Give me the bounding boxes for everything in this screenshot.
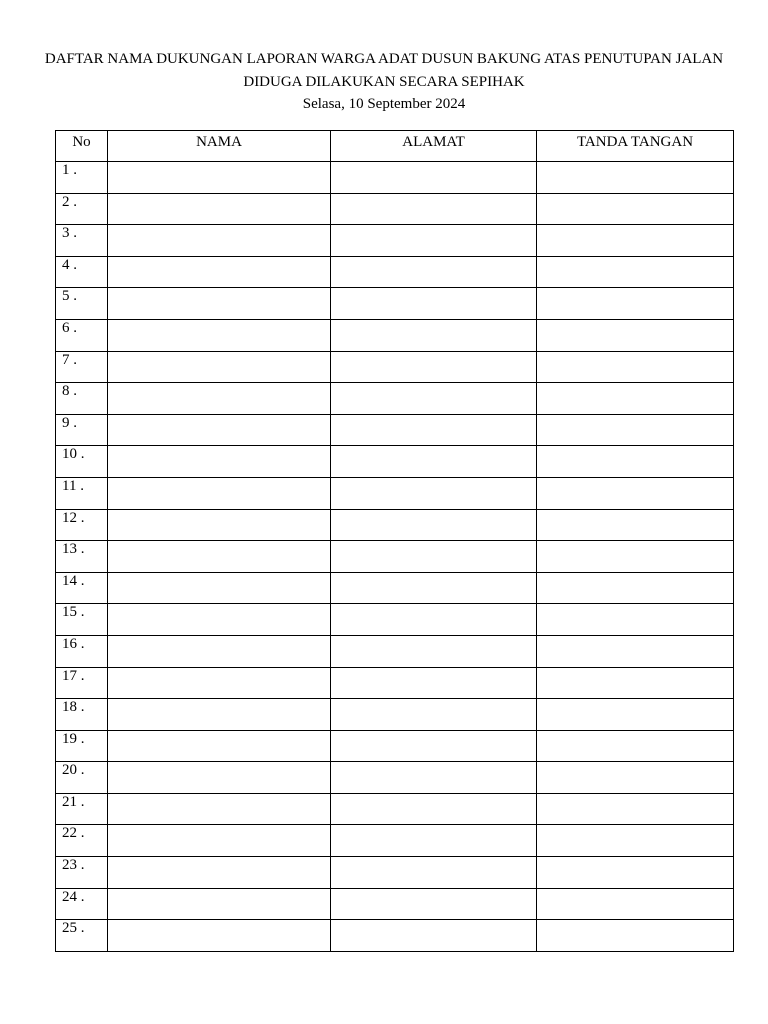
tanda-tangan-cell [537,414,734,446]
nama-cell [108,162,331,194]
document-header [0,48,768,116]
table-body [56,162,734,952]
tanda-tangan-cell [537,193,734,225]
tanda-tangan-cell [537,572,734,604]
row-number: 15 . [56,604,108,636]
signature-table [55,130,734,952]
nama-cell [108,193,331,225]
table-row [56,857,734,889]
nama-cell [108,920,331,952]
column-header-tanda-tangan: TANDA TANGAN [537,131,734,162]
tanda-tangan-cell [537,699,734,731]
nama-cell [108,604,331,636]
tanda-tangan-cell [537,477,734,509]
table-row [56,193,734,225]
table-row [56,509,734,541]
row-number: 11 . [56,477,108,509]
alamat-cell [331,446,537,478]
tanda-tangan-cell [537,604,734,636]
table-row [56,162,734,194]
nama-cell [108,351,331,383]
tanda-tangan-cell [537,920,734,952]
tanda-tangan-cell [537,383,734,415]
nama-cell [108,319,331,351]
nama-cell [108,825,331,857]
table-row [56,667,734,699]
nama-cell [108,572,331,604]
alamat-cell [331,351,537,383]
row-number: 19 . [56,730,108,762]
table-header-row [56,131,734,162]
alamat-cell [331,667,537,699]
alamat-cell [331,383,537,415]
nama-cell [108,667,331,699]
row-number: 5 . [56,288,108,320]
row-number: 23 . [56,857,108,889]
alamat-cell [331,762,537,794]
alamat-cell [331,699,537,731]
table-row [56,414,734,446]
nama-cell [108,225,331,257]
alamat-cell [331,414,537,446]
alamat-cell [331,730,537,762]
nama-cell [108,414,331,446]
table-row [56,256,734,288]
table-row [56,446,734,478]
nama-cell [108,857,331,889]
tanda-tangan-cell [537,256,734,288]
alamat-cell [331,162,537,194]
nama-cell [108,509,331,541]
tanda-tangan-cell [537,667,734,699]
table-row [56,477,734,509]
table-row [56,319,734,351]
nama-cell [108,888,331,920]
table-row [56,351,734,383]
row-number: 14 . [56,572,108,604]
alamat-cell [331,193,537,225]
row-number: 10 . [56,446,108,478]
row-number: 25 . [56,920,108,952]
tanda-tangan-cell [537,509,734,541]
tanda-tangan-cell [537,351,734,383]
row-number: 22 . [56,825,108,857]
document-title-line-1: DAFTAR NAMA DUKUNGAN LAPORAN WARGA ADAT DUSUN BAKUNG ATAS PENUTUPAN JALAN [44,51,724,67]
nama-cell [108,793,331,825]
row-number: 8 . [56,383,108,415]
alamat-cell [331,225,537,257]
alamat-cell [331,319,537,351]
nama-cell [108,383,331,415]
row-number: 6 . [56,319,108,351]
tanda-tangan-cell [537,288,734,320]
table-row [56,383,734,415]
alamat-cell [331,793,537,825]
alamat-cell [331,604,537,636]
row-number: 13 . [56,541,108,573]
alamat-cell [331,256,537,288]
row-number: 3 . [56,225,108,257]
alamat-cell [331,288,537,320]
column-header-no: No [56,131,108,162]
column-header-alamat: ALAMAT [331,131,537,162]
tanda-tangan-cell [537,825,734,857]
table-row [56,793,734,825]
tanda-tangan-cell [537,225,734,257]
nama-cell [108,762,331,794]
table-row [56,920,734,952]
alamat-cell [331,541,537,573]
document-date: Selasa, 10 September 2024 [302,96,466,112]
nama-cell [108,635,331,667]
table-row [56,604,734,636]
nama-cell [108,288,331,320]
row-number: 17 . [56,667,108,699]
nama-cell [108,446,331,478]
tanda-tangan-cell [537,762,734,794]
table-row [56,762,734,794]
nama-cell [108,477,331,509]
column-header-nama: NAMA [108,131,331,162]
table-row [56,825,734,857]
tanda-tangan-cell [537,541,734,573]
row-number: 18 . [56,699,108,731]
row-number: 16 . [56,635,108,667]
row-number: 12 . [56,509,108,541]
table-row [56,730,734,762]
tanda-tangan-cell [537,793,734,825]
tanda-tangan-cell [537,888,734,920]
row-number: 4 . [56,256,108,288]
nama-cell [108,256,331,288]
alamat-cell [331,888,537,920]
nama-cell [108,730,331,762]
table-row [56,225,734,257]
alamat-cell [331,857,537,889]
row-number: 1 . [56,162,108,194]
alamat-cell [331,825,537,857]
row-number: 2 . [56,193,108,225]
tanda-tangan-cell [537,162,734,194]
alamat-cell [331,635,537,667]
nama-cell [108,699,331,731]
tanda-tangan-cell [537,635,734,667]
row-number: 20 . [56,762,108,794]
table-row [56,541,734,573]
row-number: 21 . [56,793,108,825]
alamat-cell [331,477,537,509]
table-row [56,888,734,920]
tanda-tangan-cell [537,446,734,478]
table-row [56,572,734,604]
alamat-cell [331,509,537,541]
alamat-cell [331,572,537,604]
alamat-cell [331,920,537,952]
tanda-tangan-cell [537,857,734,889]
tanda-tangan-cell [537,319,734,351]
row-number: 7 . [56,351,108,383]
tanda-tangan-cell [537,730,734,762]
table-row [56,635,734,667]
table-row [56,699,734,731]
nama-cell [108,541,331,573]
table-row [56,288,734,320]
row-number: 9 . [56,414,108,446]
row-number: 24 . [56,888,108,920]
document-title-line-2: DIDUGA DILAKUKAN SECARA SEPIHAK [243,73,525,90]
